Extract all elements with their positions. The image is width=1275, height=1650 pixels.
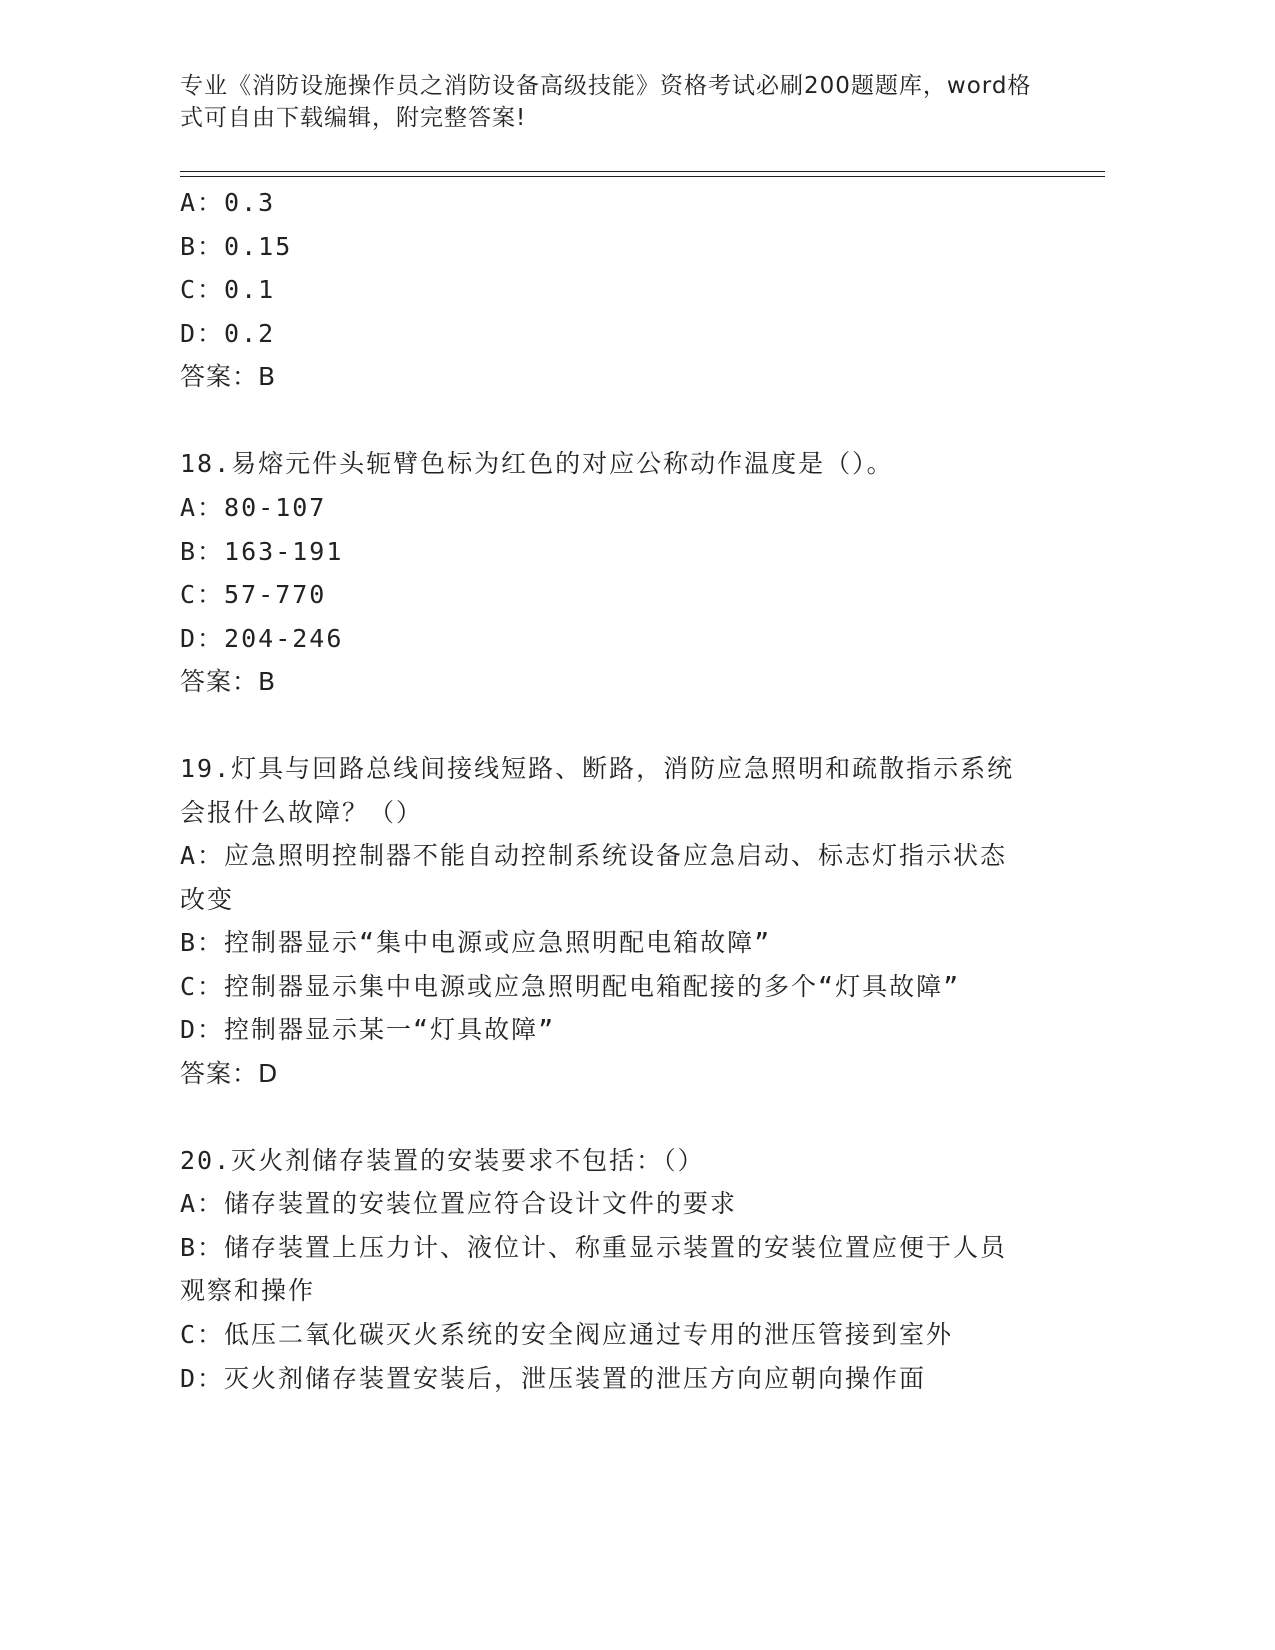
q18-option-d: D：204-246 xyxy=(180,624,344,653)
q20-option-b-cont: 观察和操作 xyxy=(180,1276,316,1305)
q20-option-c: C：低压二氧化碳灭火系统的安全阀应通过专用的泄压管接到室外 xyxy=(180,1320,954,1349)
header-rule-bottom xyxy=(180,176,1105,177)
q19-option-a-cont: 改变 xyxy=(180,885,235,914)
q17-option-a: A：0.3 xyxy=(180,188,276,217)
q19-option-b: B：控制器显示“集中电源或应急照明配电箱故障” xyxy=(180,928,772,957)
header-rule-top xyxy=(180,171,1105,172)
q18-question: 18.易熔元件头轭臂色标为红色的对应公称动作温度是（）。 xyxy=(180,449,894,478)
q19-answer: 答案：D xyxy=(180,1059,279,1088)
q19-question-cont: 会报什么故障？（） xyxy=(180,798,424,827)
q19-option-d: D：控制器显示某一“灯具故障” xyxy=(180,1015,556,1044)
document-header: 专业《消防设施操作员之消防设备高级技能》资格考试必刷200题题库，word格式可自由下载编辑，附完整答案! xyxy=(180,73,1032,131)
q19-option-c: C：控制器显示集中电源或应急照明配电箱配接的多个“灯具故障” xyxy=(180,972,961,1001)
q20-option-d: D：灭火剂储存装置安装后，泄压装置的泄压方向应朝向操作面 xyxy=(180,1364,927,1393)
q19-option-a: A：应急照明控制器不能自动控制系统设备应急启动、标志灯指示状态 xyxy=(180,841,1008,870)
q18-option-c: C：57-770 xyxy=(180,580,327,609)
q19-question: 19.灯具与回路总线间接线短路、断路，消防应急照明和疏散指示系统 xyxy=(180,754,1015,783)
q18-option-a: A：80-107 xyxy=(180,493,327,522)
q17-option-b: B：0.15 xyxy=(180,232,293,261)
q17-answer: 答案：B xyxy=(180,362,277,391)
q18-option-b: B：163-191 xyxy=(180,537,344,566)
q20-option-b: B：储存装置上压力计、液位计、称重显示装置的安装位置应便于人员 xyxy=(180,1233,1008,1262)
q18-answer: 答案：B xyxy=(180,667,277,696)
q17-option-c: C：0.1 xyxy=(180,275,276,304)
q17-option-d: D：0.2 xyxy=(180,319,276,348)
q20-question: 20.灭火剂储存装置的安装要求不包括：（） xyxy=(180,1146,705,1175)
q20-option-a: A：储存装置的安装位置应符合设计文件的要求 xyxy=(180,1189,738,1218)
